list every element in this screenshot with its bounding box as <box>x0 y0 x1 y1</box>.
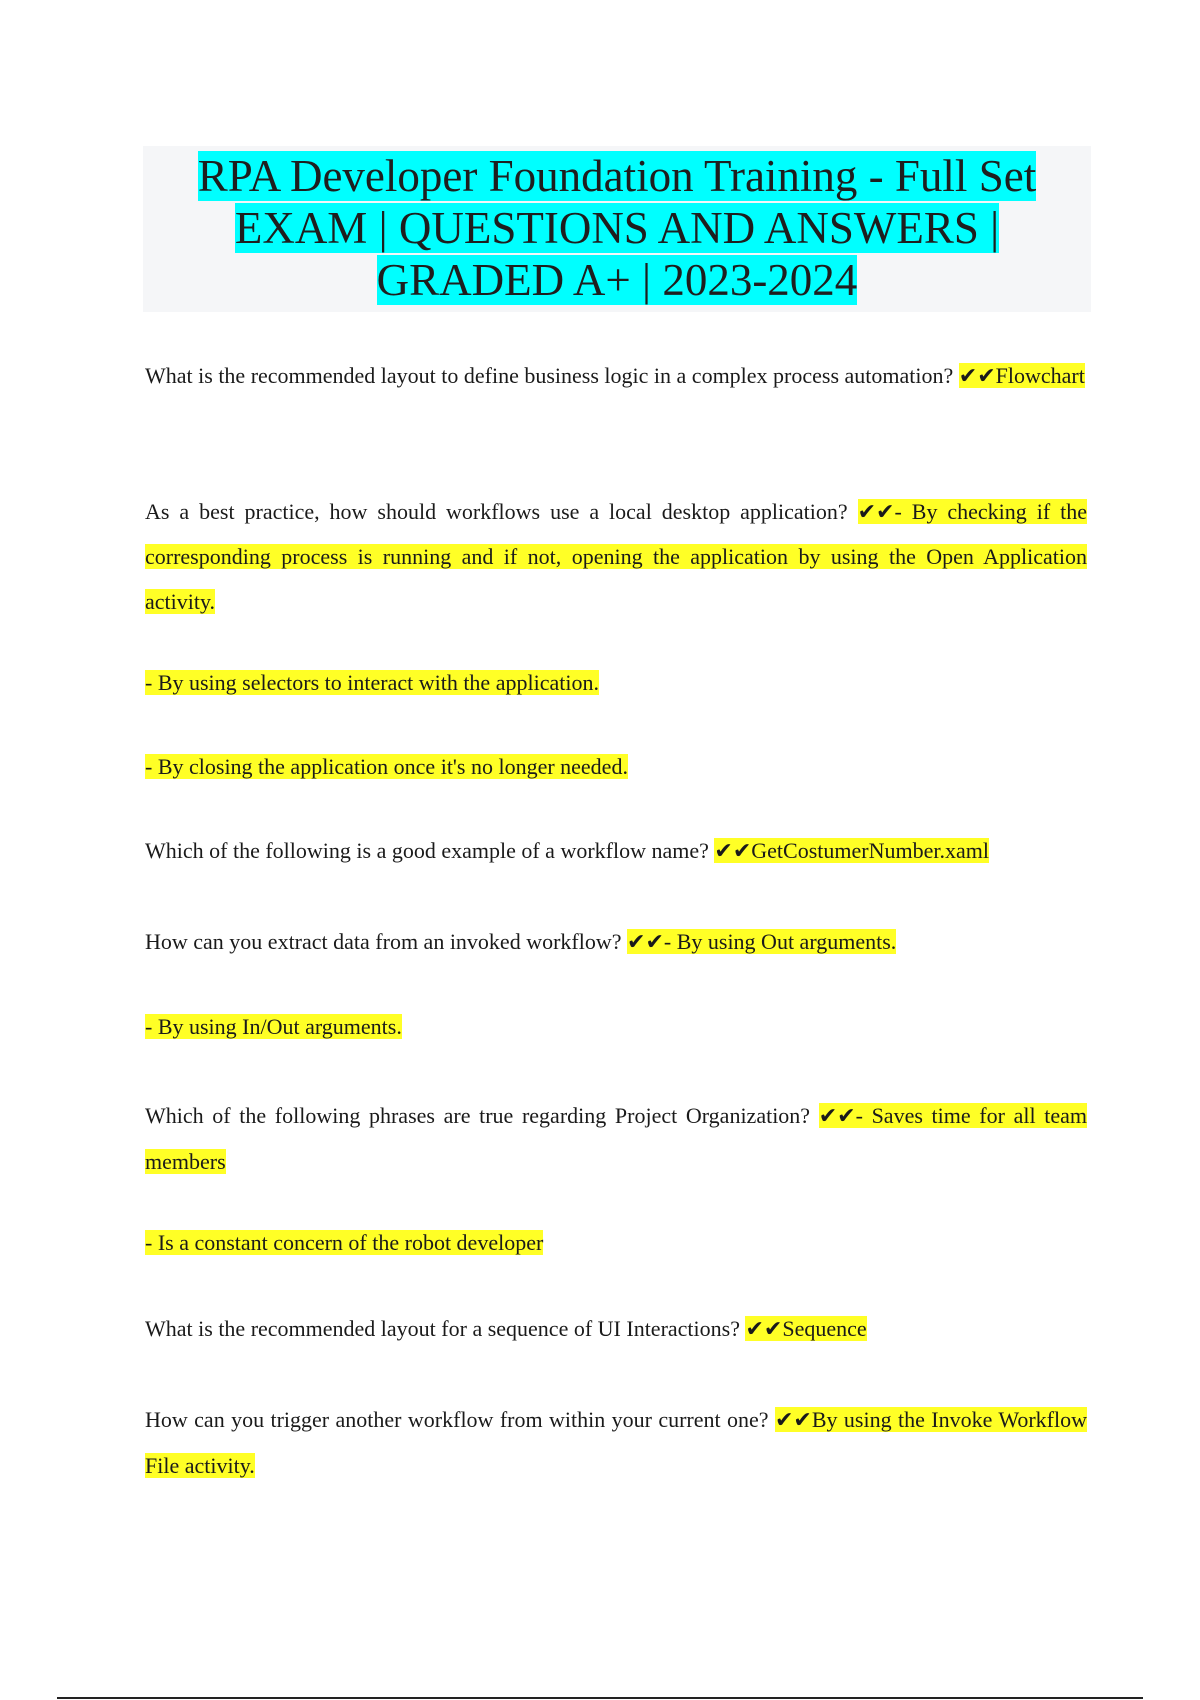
answer-text: ✔✔- Saves time for all team members <box>145 1103 1087 1174</box>
answer-text: ✔✔- By using Out arguments. <box>627 929 897 954</box>
qa-item-2 <box>145 489 1087 624</box>
qa-item-5 <box>145 1093 1087 1185</box>
qa-item-6 <box>145 1308 1087 1350</box>
answer-text: ✔✔By using the Invoke Workflow File activity. <box>145 1407 1087 1478</box>
question-text: What is the recommended layout for a sequence of UI Interactions? <box>145 1316 740 1341</box>
answer-extra-text: - By using selectors to interact with the application. <box>145 670 599 695</box>
answer-extra <box>145 746 1087 788</box>
question-text: Which of the following phrases are true regarding Project Organization? <box>145 1103 811 1128</box>
question-text: As a best practice, how should workflows use a local desktop application? <box>145 499 848 524</box>
qa-item-7 <box>145 1397 1087 1489</box>
answer-extra <box>145 1222 1087 1264</box>
title-box <box>143 146 1091 312</box>
question-text: How can you extract data from an invoked workflow? <box>145 929 622 954</box>
question-text: What is the recommended layout to define business logic in a complex process automation? <box>145 363 954 388</box>
footer-rule <box>57 1697 1143 1699</box>
answer-extra-text: - By using In/Out arguments. <box>145 1014 402 1039</box>
answer-text: ✔✔Sequence <box>745 1316 867 1341</box>
answer-extra <box>145 1006 1087 1048</box>
qa-item-3 <box>145 830 1087 872</box>
qa-item-4 <box>145 921 1087 963</box>
answer-extra <box>145 662 1087 704</box>
answer-extra-text: - Is a constant concern of the robot developer <box>145 1230 544 1255</box>
question-text: How can you trigger another workflow from within your current one? <box>145 1407 769 1432</box>
qa-item-1 <box>145 355 1087 397</box>
answer-extra-text: - By closing the application once it's no longer needed. <box>145 754 628 779</box>
answer-text: ✔✔- By checking if the corresponding process is running and if not, opening the application by using the Open Application activity. <box>145 499 1088 614</box>
question-text: Which of the following is a good example of a workflow name? <box>145 838 709 863</box>
answer-text: ✔✔Flowchart <box>958 363 1085 388</box>
document-title: RPA Developer Foundation Training - Full Set EXAM | QUESTIONS AND ANSWERS | GRADED A+ | 2023-2024 <box>197 151 1037 305</box>
answer-text: ✔✔GetCostumerNumber.xaml <box>714 838 989 863</box>
